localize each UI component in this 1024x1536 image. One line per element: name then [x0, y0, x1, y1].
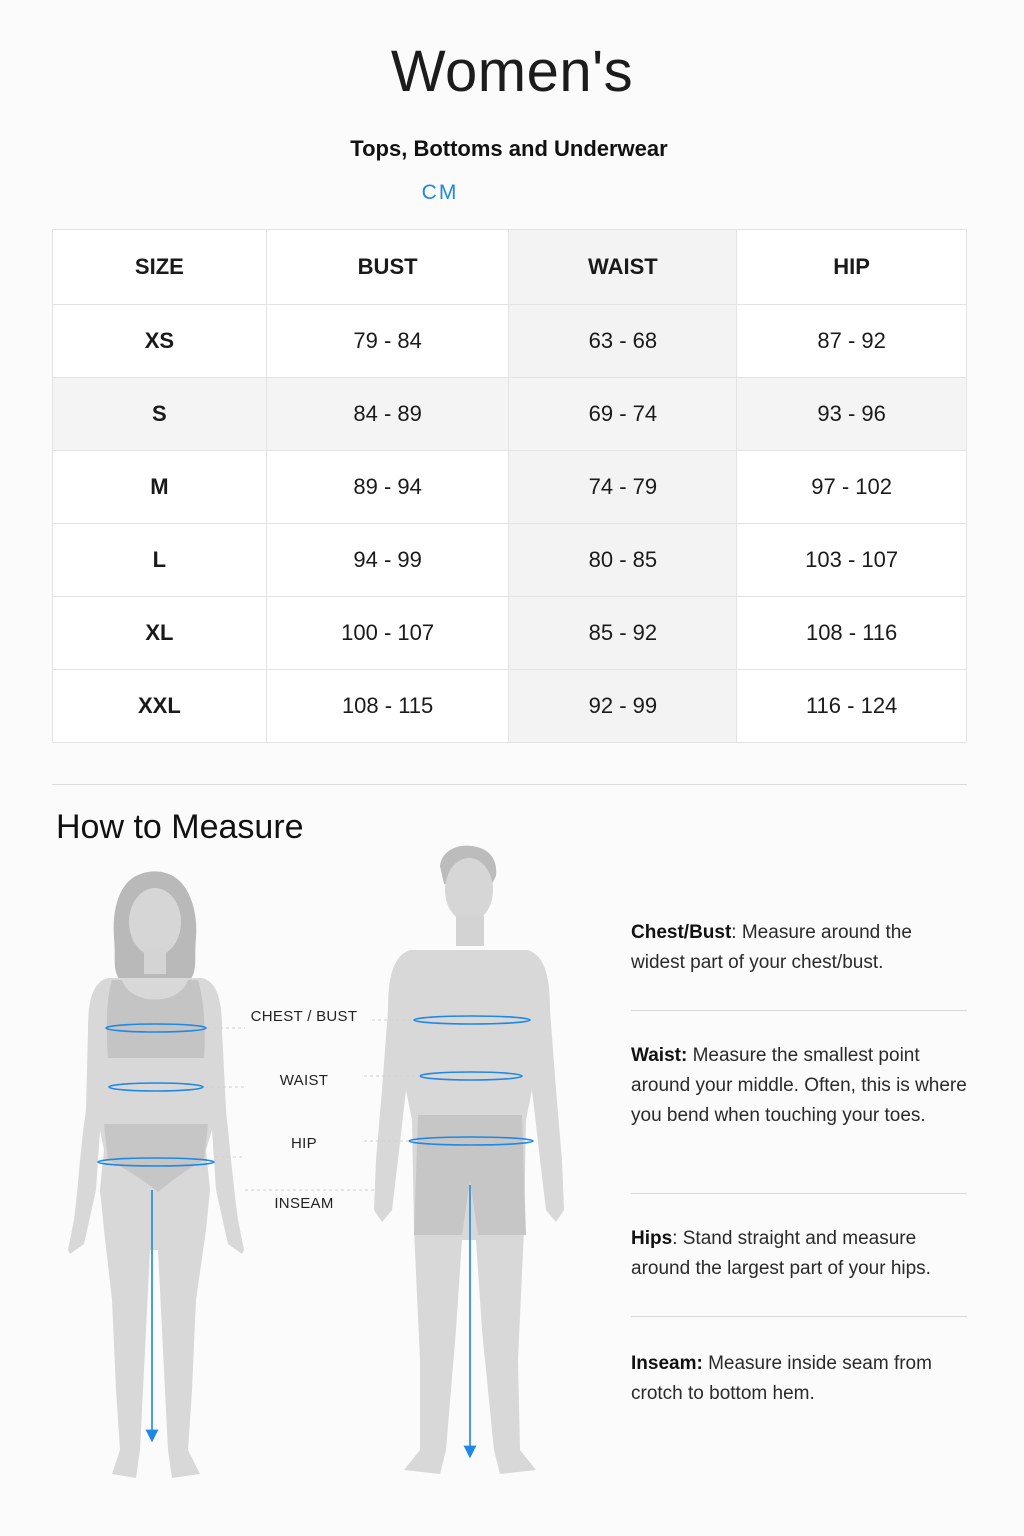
instruction-waist — [631, 1011, 967, 1193]
hip-cell: 87 - 92 — [737, 305, 967, 378]
size-cell: S — [53, 378, 267, 451]
size-cell: XS — [53, 305, 267, 378]
bust-cell: 94 - 99 — [266, 524, 509, 597]
how-to-measure-heading: How to Measure — [56, 808, 304, 846]
chest-bust-label: CHEST / BUST — [250, 1008, 358, 1025]
table-row — [53, 597, 967, 670]
size-cell: XL — [53, 597, 267, 670]
column-header-bust: BUST — [266, 230, 509, 305]
bust-cell: 79 - 84 — [266, 305, 509, 378]
instruction-inseam — [631, 1317, 967, 1417]
bust-cell: 100 - 107 — [266, 597, 509, 670]
waist-cell: 85 - 92 — [509, 597, 737, 670]
table-row — [53, 451, 967, 524]
column-header-hip: HIP — [737, 230, 967, 305]
size-cell: L — [53, 524, 267, 597]
instruction-text: Measure the smallest point around your middle. Often, this is where you bend when touching your toes. — [631, 1045, 967, 1126]
waist-cell: 74 - 79 — [509, 451, 737, 524]
instruction-text: Measure around the widest part of your chest/bust. — [631, 922, 912, 973]
table-row — [53, 305, 967, 378]
hip-cell: 97 - 102 — [737, 451, 967, 524]
male-figure — [364, 846, 564, 1474]
instruction-text: Stand straight and measure around the largest part of your hips. — [631, 1228, 931, 1279]
table-row — [53, 524, 967, 597]
column-header-size: SIZE — [53, 230, 267, 305]
measurement-figures-illustration — [0, 830, 600, 1490]
bust-cell: 89 - 94 — [266, 451, 509, 524]
waist-label: WAIST — [279, 1072, 329, 1089]
waist-cell: 69 - 74 — [509, 378, 737, 451]
column-header-waist: WAIST — [509, 230, 737, 305]
instruction-term: Waist: — [631, 1045, 688, 1066]
bust-cell: 84 - 89 — [266, 378, 509, 451]
table-header-row — [53, 230, 967, 305]
hip-label: HIP — [291, 1135, 317, 1152]
instruction-term: Chest/Bust — [631, 922, 732, 943]
waist-cell: 63 - 68 — [509, 305, 737, 378]
size-chart-table — [52, 229, 967, 743]
instruction-term: Hips — [631, 1228, 673, 1249]
hip-cell: 103 - 107 — [737, 524, 967, 597]
measure-instructions — [631, 918, 967, 1417]
table-row — [53, 378, 967, 451]
unit-toggle-cm[interactable]: CM — [421, 181, 459, 204]
section-divider — [52, 784, 967, 785]
bust-cell: 108 - 115 — [266, 670, 509, 743]
size-cell: M — [53, 451, 267, 524]
instruction-chest-bust: Chest/Bust: Measure around the widest part of your chest/bust. — [631, 922, 912, 973]
instruction-term: Inseam: — [631, 1353, 703, 1374]
page-subtitle: Tops, Bottoms and Underwear — [350, 136, 668, 161]
instruction-text: Measure inside seam from crotch to bottom hem. — [631, 1353, 932, 1404]
hip-cell: 116 - 124 — [737, 670, 967, 743]
waist-cell: 92 - 99 — [509, 670, 737, 743]
page-title: Women's — [390, 39, 634, 104]
hip-cell: 108 - 116 — [737, 597, 967, 670]
waist-cell: 80 - 85 — [509, 524, 737, 597]
size-cell: XXL — [53, 670, 267, 743]
table-row — [53, 670, 967, 743]
female-figure — [68, 871, 375, 1478]
hip-cell: 93 - 96 — [737, 378, 967, 451]
inseam-label: INSEAM — [274, 1195, 334, 1212]
instruction-hips: Hips: Stand straight and measure around the largest part of your hips. — [631, 1228, 931, 1279]
